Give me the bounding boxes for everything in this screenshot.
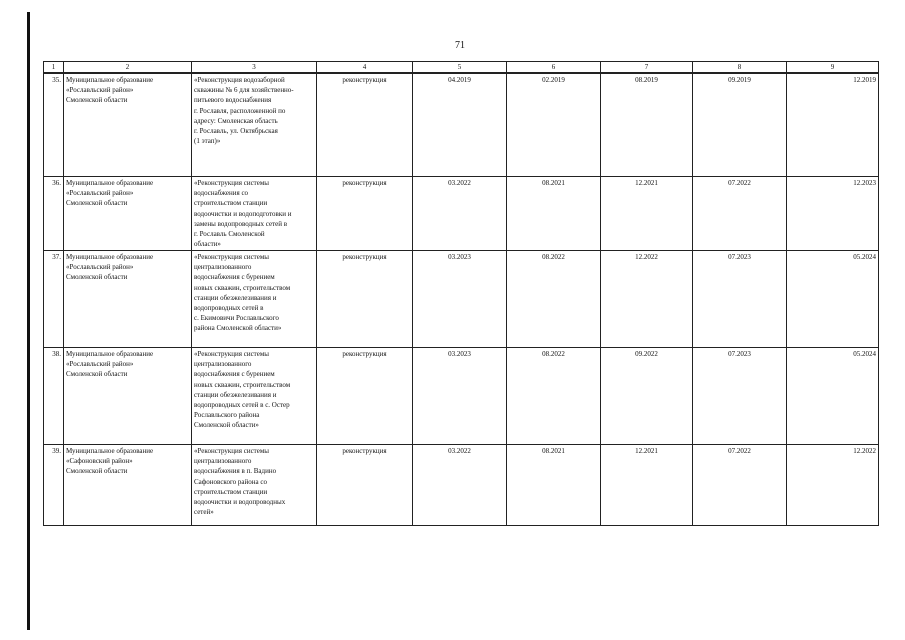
work-type-cell: реконструкция <box>317 348 413 445</box>
date-cell-5: 03.2022 <box>413 445 507 526</box>
column-header: 7 <box>601 62 693 74</box>
table-row <box>44 445 879 526</box>
column-header: 9 <box>787 62 879 74</box>
date-cell-5: 03.2022 <box>413 177 507 251</box>
date-cell-5: 04.2019 <box>413 73 507 177</box>
work-type-cell: реконструкция <box>317 445 413 526</box>
date-cell-8: 09.2019 <box>693 73 787 177</box>
row-number: 35. <box>44 73 64 177</box>
works-schedule-table <box>43 61 879 526</box>
date-cell-9: 05.2024 <box>787 251 879 348</box>
date-cell-6: 08.2022 <box>507 251 601 348</box>
object-cell: «Реконструкция системы водоснабжения со строительством станции водоочистки и водоподготовки и замены водопроводных сетей в г. Рославль Смоленской области» <box>192 177 317 251</box>
date-cell-8: 07.2022 <box>693 445 787 526</box>
object-cell: «Реконструкция системы централизованного водоснабжения с бурением новых скважин, строительством станции обезжелезивания и водопроводных сетей в с. Остер Рославльского района Смоленской области» <box>192 348 317 445</box>
date-cell-7: 12.2021 <box>601 177 693 251</box>
object-cell: «Реконструкция системы централизованного водоснабжения с бурением новых скважин, строительством станции обезжелезивания и водопроводных сетей в с. Екимовичи Рославльского района Смоленской области» <box>192 251 317 348</box>
work-type-cell: реконструкция <box>317 73 413 177</box>
row-number: 39. <box>44 445 64 526</box>
municipality-cell: Муниципальное образование «Рославльский район» Смоленской области <box>64 348 192 445</box>
table-row <box>44 251 879 348</box>
column-header: 3 <box>192 62 317 74</box>
column-header: 2 <box>64 62 192 74</box>
page-number: 71 <box>455 40 465 51</box>
date-cell-7: 09.2022 <box>601 348 693 445</box>
date-cell-6: 08.2021 <box>507 445 601 526</box>
date-cell-5: 03.2023 <box>413 251 507 348</box>
date-cell-9: 05.2024 <box>787 348 879 445</box>
municipality-cell: Муниципальное образование «Сафоновский район» Смоленской области <box>64 445 192 526</box>
column-header: 6 <box>507 62 601 74</box>
date-cell-8: 07.2022 <box>693 177 787 251</box>
work-type-cell: реконструкция <box>317 251 413 348</box>
date-cell-6: 08.2021 <box>507 177 601 251</box>
table-row <box>44 73 879 177</box>
column-header: 8 <box>693 62 787 74</box>
date-cell-6: 08.2022 <box>507 348 601 445</box>
column-header: 1 <box>44 62 64 74</box>
date-cell-9: 12.2023 <box>787 177 879 251</box>
municipality-cell: Муниципальное образование «Рославльский район» Смоленской области <box>64 73 192 177</box>
date-cell-6: 02.2019 <box>507 73 601 177</box>
date-cell-7: 08.2019 <box>601 73 693 177</box>
municipality-cell: Муниципальное образование «Рославльский район» Смоленской области <box>64 251 192 348</box>
work-type-cell: реконструкция <box>317 177 413 251</box>
date-cell-8: 07.2023 <box>693 348 787 445</box>
municipality-cell: Муниципальное образование «Рославльский район» Смоленской области <box>64 177 192 251</box>
object-cell: «Реконструкция водозаборной скважины № 6 для хозяйственно- питьевого водоснабжения г. Рославля, расположенной по адресу: Смоленская область г. Рославль, ул. Октябрьская (1 этап)» <box>192 73 317 177</box>
date-cell-7: 12.2022 <box>601 251 693 348</box>
object-cell: «Реконструкция системы централизованного водоснабжения в п. Вадино Сафоновского района со строительством станции водоочистки и водопроводных сетей» <box>192 445 317 526</box>
date-cell-9: 12.2019 <box>787 73 879 177</box>
row-number: 36. <box>44 177 64 251</box>
row-number: 37. <box>44 251 64 348</box>
page-edge-bar <box>27 12 30 630</box>
table-header-row <box>44 62 879 74</box>
column-header: 4 <box>317 62 413 74</box>
date-cell-9: 12.2022 <box>787 445 879 526</box>
column-header: 5 <box>413 62 507 74</box>
table-row <box>44 177 879 251</box>
table-row <box>44 348 879 445</box>
row-number: 38. <box>44 348 64 445</box>
date-cell-5: 03.2023 <box>413 348 507 445</box>
date-cell-8: 07.2023 <box>693 251 787 348</box>
date-cell-7: 12.2021 <box>601 445 693 526</box>
